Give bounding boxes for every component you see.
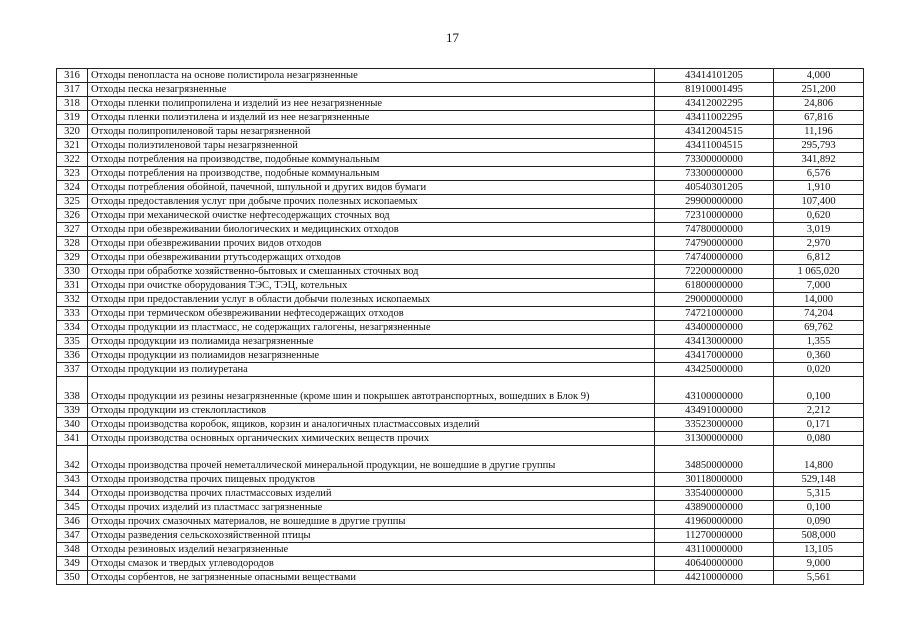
waste-name-cell: Отходы при механической очистке нефтесодержащих сточных вод	[88, 209, 655, 223]
waste-amount-cell: 341,892	[774, 153, 864, 167]
waste-code-cell: 74721000000	[655, 307, 774, 321]
table-row	[57, 349, 864, 363]
waste-amount-cell: 1,355	[774, 335, 864, 349]
waste-code-cell: 74740000000	[655, 251, 774, 265]
waste-code-cell: 43414101205	[655, 69, 774, 83]
table-row	[57, 321, 864, 335]
waste-name-cell: Отходы при предоставлении услуг в области добычи полезных ископаемых	[88, 293, 655, 307]
table-row	[57, 223, 864, 237]
table-row	[57, 529, 864, 543]
row-number-cell: 326	[57, 209, 88, 223]
row-number-cell: 327	[57, 223, 88, 237]
waste-code-cell: 73300000000	[655, 167, 774, 181]
waste-name-cell: Отходы при термическом обезвреживании нефтесодержащих отходов	[88, 307, 655, 321]
waste-code-cell: 30118000000	[655, 473, 774, 487]
table-row	[57, 69, 864, 83]
waste-name-cell: Отходы разведения сельскохозяйственной птицы	[88, 529, 655, 543]
waste-code-cell: 40640000000	[655, 557, 774, 571]
waste-code-cell: 43413000000	[655, 335, 774, 349]
row-number-cell: 329	[57, 251, 88, 265]
row-number-cell: 320	[57, 125, 88, 139]
table-row	[57, 515, 864, 529]
row-number-cell: 348	[57, 543, 88, 557]
row-number-cell: 319	[57, 111, 88, 125]
waste-name-cell: Отходы производства прочих пластмассовых изделий	[88, 487, 655, 501]
table-row	[57, 543, 864, 557]
table-row	[57, 237, 864, 251]
waste-amount-cell: 2,970	[774, 237, 864, 251]
row-number-cell: 347	[57, 529, 88, 543]
table-row	[57, 153, 864, 167]
waste-amount-cell: 1 065,020	[774, 265, 864, 279]
table-row	[57, 265, 864, 279]
waste-name-cell: Отходы производства прочей неметаллической минеральной продукции, не вошедшие в другие группы	[88, 446, 655, 473]
waste-name-cell: Отходы сорбентов, не загрязненные опасными веществами	[88, 571, 655, 585]
waste-amount-cell: 4,000	[774, 69, 864, 83]
row-number-cell: 332	[57, 293, 88, 307]
row-number-cell: 330	[57, 265, 88, 279]
waste-name-cell: Отходы продукции из полиамида незагрязненные	[88, 335, 655, 349]
waste-amount-cell: 0,080	[774, 432, 864, 446]
row-number-cell: 344	[57, 487, 88, 501]
waste-code-cell: 43100000000	[655, 377, 774, 404]
waste-amount-cell: 295,793	[774, 139, 864, 153]
table-row	[57, 571, 864, 585]
table-row	[57, 293, 864, 307]
waste-code-cell: 61800000000	[655, 279, 774, 293]
waste-amount-cell: 14,800	[774, 446, 864, 473]
row-number-cell: 316	[57, 69, 88, 83]
table-row	[57, 181, 864, 195]
row-number-cell: 328	[57, 237, 88, 251]
waste-name-cell: Отходы потребления на производстве, подобные коммунальным	[88, 167, 655, 181]
waste-code-cell: 74780000000	[655, 223, 774, 237]
table-row	[57, 307, 864, 321]
waste-amount-cell: 74,204	[774, 307, 864, 321]
waste-amount-cell: 529,148	[774, 473, 864, 487]
row-number-cell: 321	[57, 139, 88, 153]
waste-name-cell: Отходы полиэтиленовой тары незагрязненной	[88, 139, 655, 153]
waste-amount-cell: 508,000	[774, 529, 864, 543]
table-row	[57, 125, 864, 139]
waste-name-cell: Отходы производства прочих пищевых продуктов	[88, 473, 655, 487]
waste-amount-cell: 5,315	[774, 487, 864, 501]
table-row	[57, 487, 864, 501]
waste-amount-cell: 14,000	[774, 293, 864, 307]
table-body	[57, 69, 864, 585]
row-number-cell: 334	[57, 321, 88, 335]
waste-name-cell: Отходы смазок и твердых углеводородов	[88, 557, 655, 571]
row-number-cell: 335	[57, 335, 88, 349]
waste-code-cell: 44210000000	[655, 571, 774, 585]
table-row	[57, 557, 864, 571]
row-number-cell: 339	[57, 404, 88, 418]
waste-code-cell: 41960000000	[655, 515, 774, 529]
row-number-cell: 336	[57, 349, 88, 363]
waste-code-cell: 43400000000	[655, 321, 774, 335]
row-number-cell: 350	[57, 571, 88, 585]
table-row	[57, 377, 864, 404]
waste-name-cell: Отходы потребления на производстве, подобные коммунальным	[88, 153, 655, 167]
waste-name-cell: Отходы при обезвреживании биологических и медицинских отходов	[88, 223, 655, 237]
waste-amount-cell: 0,020	[774, 363, 864, 377]
waste-code-cell: 43890000000	[655, 501, 774, 515]
waste-name-cell: Отходы продукции из резины незагрязненные (кроме шин и покрышек автотранспортных, вошедших в Блок 9)	[88, 377, 655, 404]
waste-amount-cell: 67,816	[774, 111, 864, 125]
waste-amount-cell: 2,212	[774, 404, 864, 418]
table-row	[57, 251, 864, 265]
waste-code-cell: 33523000000	[655, 418, 774, 432]
waste-name-cell: Отходы при обработке хозяйственно-бытовых и смешанных сточных вод	[88, 265, 655, 279]
waste-name-cell: Отходы прочих изделий из пластмасс загрязненные	[88, 501, 655, 515]
waste-code-cell: 73300000000	[655, 153, 774, 167]
waste-name-cell: Отходы предоставления услуг при добыче прочих полезных ископаемых	[88, 195, 655, 209]
waste-table	[56, 68, 864, 585]
waste-amount-cell: 0,090	[774, 515, 864, 529]
table-row	[57, 446, 864, 473]
waste-name-cell: Отходы пенопласта на основе полистирола незагрязненные	[88, 69, 655, 83]
row-number-cell: 337	[57, 363, 88, 377]
waste-name-cell: Отходы продукции из пластмасс, не содержащих галогены, незагрязненные	[88, 321, 655, 335]
waste-name-cell: Отходы при обезвреживании прочих видов отходов	[88, 237, 655, 251]
waste-code-cell: 72310000000	[655, 209, 774, 223]
waste-code-cell: 29900000000	[655, 195, 774, 209]
row-number-cell: 323	[57, 167, 88, 181]
row-number-cell: 317	[57, 83, 88, 97]
waste-amount-cell: 6,812	[774, 251, 864, 265]
waste-amount-cell: 107,400	[774, 195, 864, 209]
row-number-cell: 349	[57, 557, 88, 571]
waste-code-cell: 43110000000	[655, 543, 774, 557]
table-row	[57, 111, 864, 125]
waste-name-cell: Отходы резиновых изделий незагрязненные	[88, 543, 655, 557]
row-number-cell: 340	[57, 418, 88, 432]
row-number-cell: 331	[57, 279, 88, 293]
waste-name-cell: Отходы песка незагрязненные	[88, 83, 655, 97]
waste-amount-cell: 0,100	[774, 501, 864, 515]
waste-amount-cell: 9,000	[774, 557, 864, 571]
waste-code-cell: 43412004515	[655, 125, 774, 139]
waste-amount-cell: 13,105	[774, 543, 864, 557]
page-number: 17	[446, 30, 459, 45]
waste-code-cell: 74790000000	[655, 237, 774, 251]
row-number-cell: 322	[57, 153, 88, 167]
waste-code-cell: 43491000000	[655, 404, 774, 418]
waste-amount-cell: 5,561	[774, 571, 864, 585]
row-number-cell: 343	[57, 473, 88, 487]
row-number-cell: 346	[57, 515, 88, 529]
table-row	[57, 209, 864, 223]
waste-name-cell: Отходы прочих смазочных материалов, не вошедшие в другие группы	[88, 515, 655, 529]
waste-name-cell: Отходы при очистке оборудования ТЭС, ТЭЦ, котельных	[88, 279, 655, 293]
row-number-cell: 345	[57, 501, 88, 515]
table-row	[57, 139, 864, 153]
table-row	[57, 363, 864, 377]
waste-code-cell: 43425000000	[655, 363, 774, 377]
waste-amount-cell: 0,620	[774, 209, 864, 223]
waste-amount-cell: 0,100	[774, 377, 864, 404]
row-number-cell: 338	[57, 377, 88, 404]
waste-name-cell: Отходы продукции из стеклопластиков	[88, 404, 655, 418]
waste-amount-cell: 1,910	[774, 181, 864, 195]
table-row	[57, 418, 864, 432]
waste-name-cell: Отходы потребления обойной, пачечной, шпульной и других видов бумаги	[88, 181, 655, 195]
table-row	[57, 279, 864, 293]
waste-code-cell: 81910001495	[655, 83, 774, 97]
waste-code-cell: 43412002295	[655, 97, 774, 111]
row-number-cell: 342	[57, 446, 88, 473]
waste-amount-cell: 11,196	[774, 125, 864, 139]
waste-code-cell: 43411004515	[655, 139, 774, 153]
table-row	[57, 501, 864, 515]
waste-amount-cell: 251,200	[774, 83, 864, 97]
row-number-cell: 318	[57, 97, 88, 111]
waste-name-cell: Отходы продукции из полиуретана	[88, 363, 655, 377]
waste-amount-cell: 7,000	[774, 279, 864, 293]
waste-amount-cell: 3,019	[774, 223, 864, 237]
row-number-cell: 341	[57, 432, 88, 446]
waste-amount-cell: 0,360	[774, 349, 864, 363]
table-row	[57, 473, 864, 487]
row-number-cell: 333	[57, 307, 88, 321]
waste-name-cell: Отходы пленки полиэтилена и изделий из нее незагрязненные	[88, 111, 655, 125]
waste-amount-cell: 0,171	[774, 418, 864, 432]
waste-amount-cell: 6,576	[774, 167, 864, 181]
table-row	[57, 83, 864, 97]
waste-code-cell: 33540000000	[655, 487, 774, 501]
row-number-cell: 324	[57, 181, 88, 195]
waste-name-cell: Отходы продукции из полиамидов незагрязненные	[88, 349, 655, 363]
waste-code-cell: 31300000000	[655, 432, 774, 446]
waste-name-cell: Отходы пленки полипропилена и изделий из нее незагрязненные	[88, 97, 655, 111]
waste-name-cell: Отходы производства коробок, ящиков, корзин и аналогичных пластмассовых изделий	[88, 418, 655, 432]
table-row	[57, 195, 864, 209]
waste-code-cell: 40540301205	[655, 181, 774, 195]
waste-amount-cell: 69,762	[774, 321, 864, 335]
row-number-cell: 325	[57, 195, 88, 209]
table-row	[57, 335, 864, 349]
waste-code-cell: 29000000000	[655, 293, 774, 307]
waste-code-cell: 43417000000	[655, 349, 774, 363]
waste-amount-cell: 24,806	[774, 97, 864, 111]
waste-name-cell: Отходы при обезвреживании ртутьсодержащих отходов	[88, 251, 655, 265]
table-row	[57, 432, 864, 446]
table-row	[57, 97, 864, 111]
waste-code-cell: 11270000000	[655, 529, 774, 543]
waste-name-cell: Отходы производства основных органических химических веществ прочих	[88, 432, 655, 446]
table-row	[57, 167, 864, 181]
waste-name-cell: Отходы полипропиленовой тары незагрязненной	[88, 125, 655, 139]
waste-code-cell: 34850000000	[655, 446, 774, 473]
waste-code-cell: 43411002295	[655, 111, 774, 125]
waste-code-cell: 72200000000	[655, 265, 774, 279]
table-row	[57, 404, 864, 418]
